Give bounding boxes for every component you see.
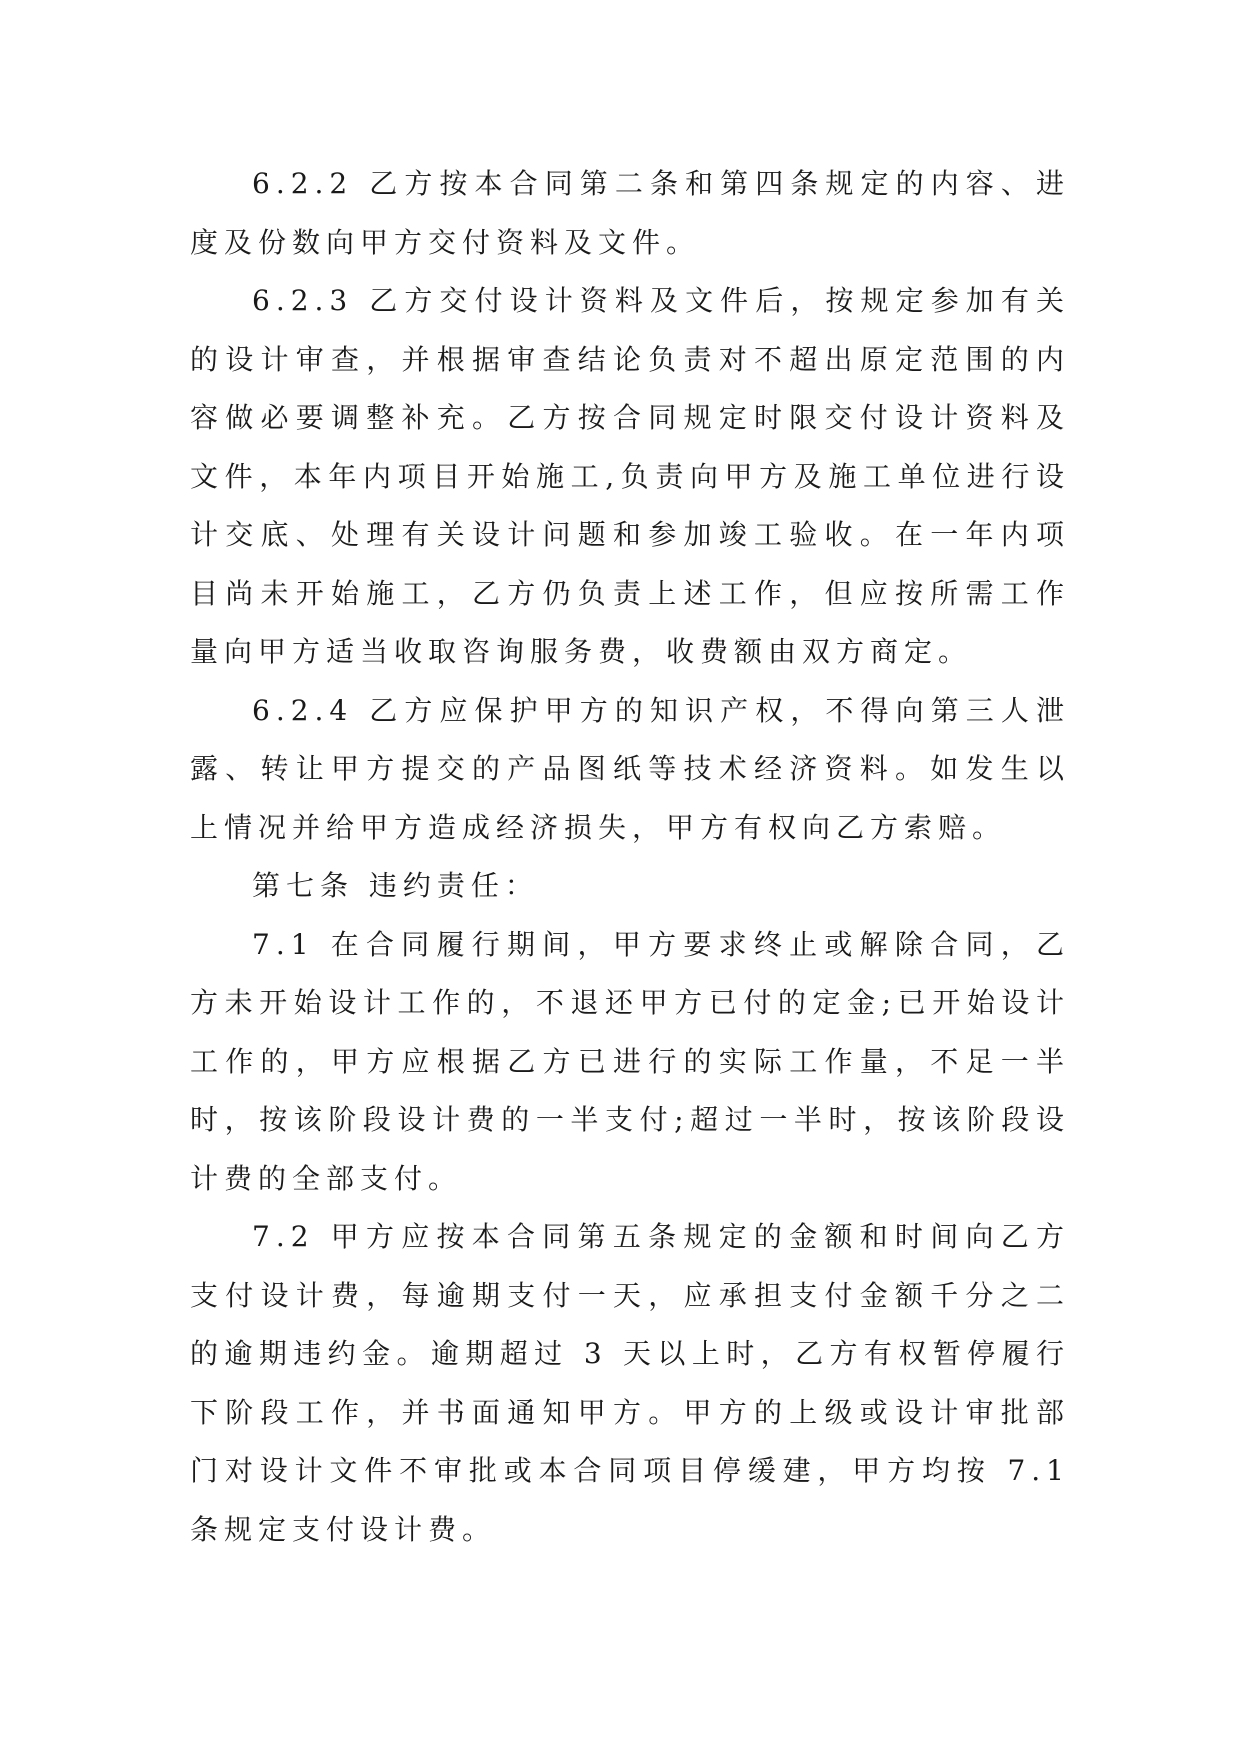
clause-7-1: 7.1 在合同履行期间，甲方要求终止或解除合同，乙方未开始设计工作的，不退还甲方已付的定金;已开始设计工作的，甲方应根据乙方已进行的实际工作量，不足一半时，按该阶段设计费的一半支付;超过一半时，按该阶段设计费的全部支付。 xyxy=(190,927,1070,1195)
clause-6-2-4: 6.2.4 乙方应保护甲方的知识产权，不得向第三人泄露、转让甲方提交的产品图纸等技术经济资料。如发生以上情况并给甲方造成经济损失，甲方有权向乙方索赔。 xyxy=(190,693,1070,844)
clause-6-2-3: 6.2.3 乙方交付设计资料及文件后，按规定参加有关的设计审查，并根据审查结论负责对不超出原定范围的内容做必要调整补充。乙方按合同规定时限交付设计资料及文件，本年内项目开始施工,负责向甲方及施工单位进行设计交底、处理有关设计问题和参加竣工验收。在一年内项目尚未开始施工，乙方仍负责上述工作，但应按所需工作量向甲方适当收取咨询服务费，收费额由双方商定。 xyxy=(190,284,1070,668)
clause-6-2-2: 6.2.2 乙方按本合同第二条和第四条规定的内容、进度及份数向甲方交付资料及文件。 xyxy=(190,167,1070,259)
clause-7-2: 7.2 甲方应按本合同第五条规定的金额和时间向乙方支付设计费，每逾期支付一天，应承担支付金额千分之二的逾期违约金。逾期超过 3 天以上时，乙方有权暂停履行下阶段工作，并书面通知甲方。甲方的上级或设计审批部门对设计文件不审批或本合同项目停缓建，甲方均按 7.1 条规定支付设计费。 xyxy=(190,1220,1070,1546)
document-body xyxy=(190,155,1070,1559)
article-7-heading: 第七条 违约责任： xyxy=(252,869,539,902)
